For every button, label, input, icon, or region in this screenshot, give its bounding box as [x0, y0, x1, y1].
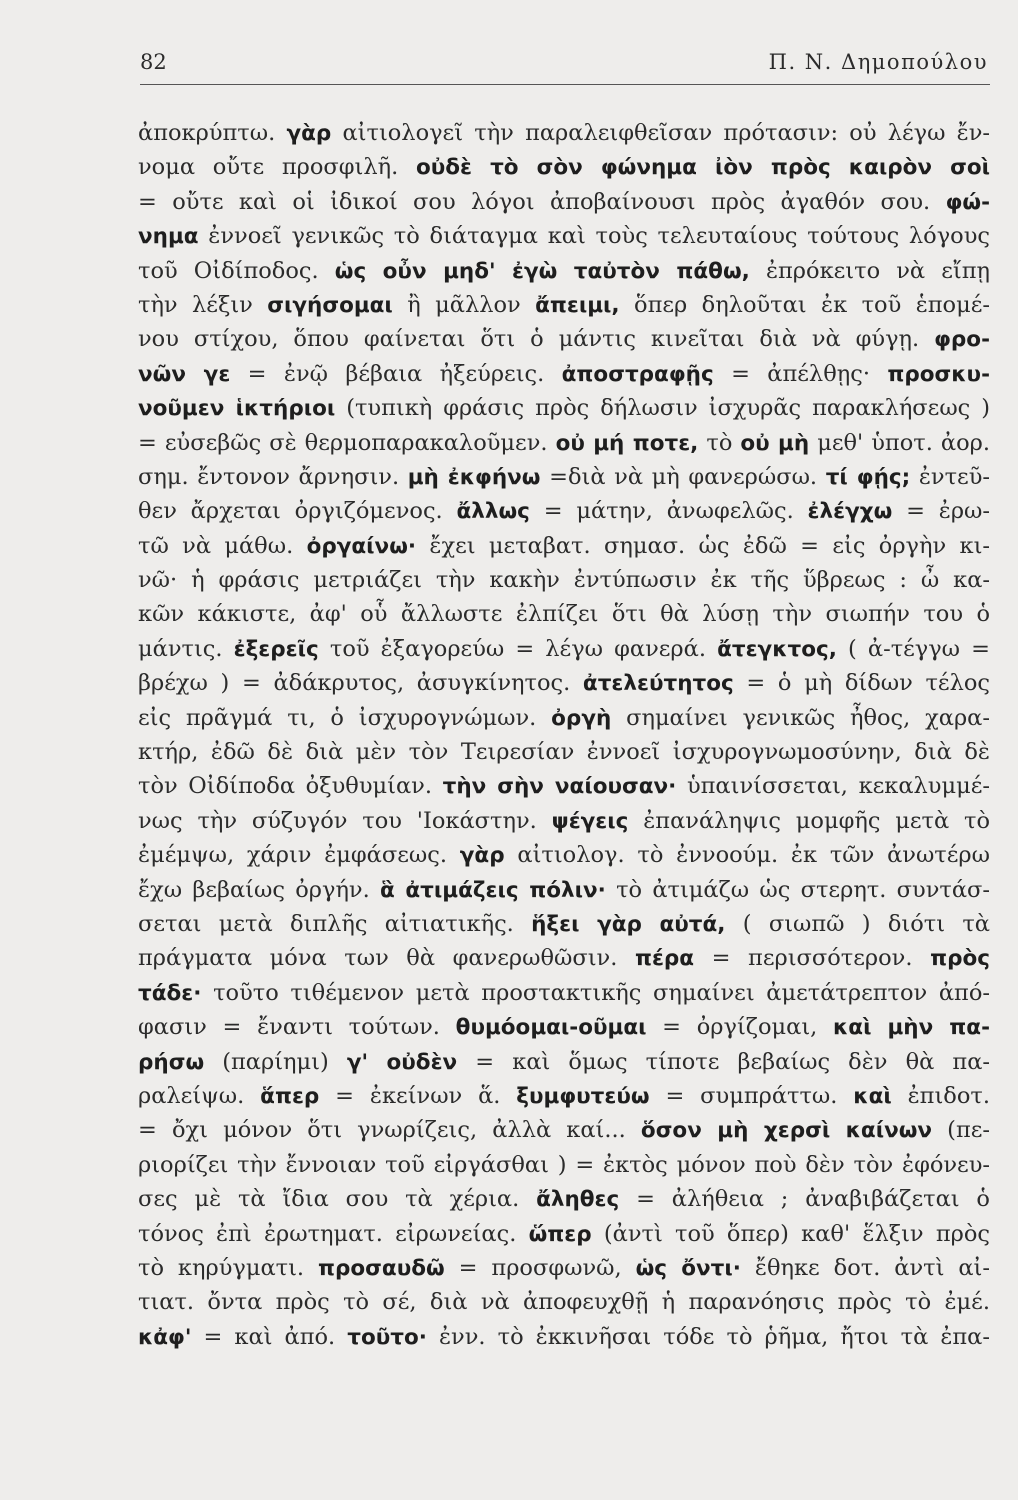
- gloss-text: = ἐρω-: [892, 498, 990, 525]
- lemma-term: ὀργὴ: [551, 705, 612, 731]
- text-line: [138, 632, 990, 666]
- gloss-text: ἐμέμψω, χάριν ἐμφάσεως.: [138, 842, 460, 869]
- lemma-term: νῶν γε: [138, 361, 231, 387]
- gloss-text: σημ. ἔντονον ἄρνησιν.: [138, 463, 408, 490]
- text-line: [138, 185, 990, 219]
- lemma-term: νοῦμεν ἱκτήριοι: [138, 396, 336, 422]
- gloss-text: = μάτην, ἀνωφελῶς.: [529, 498, 808, 525]
- text-line: [138, 1320, 990, 1354]
- lemma-term: πέρα: [634, 946, 695, 972]
- text-line: [138, 804, 990, 838]
- gloss-text: = καὶ ἀπό.: [191, 1323, 348, 1350]
- lemma-term: τοῦτο·: [347, 1324, 427, 1350]
- text-line: [138, 426, 990, 460]
- gloss-text: ἔχω βεβαίως ὀργήν.: [138, 876, 381, 903]
- lemma-term: ἀποστραφῇς: [561, 361, 714, 387]
- lemma-term: τί φῄς;: [825, 464, 911, 490]
- lemma-term: ἄτεγκτος,: [717, 636, 837, 662]
- text-line: [138, 1045, 990, 1079]
- gloss-text: = καὶ ὅμως τίποτε βεβαίως δὲν θὰ πα-: [457, 1048, 990, 1075]
- gloss-text: = ὄχι μόνον ὅτι γνωρίζεις, ἀλλὰ καί...: [138, 1117, 641, 1144]
- lemma-term: ρήσω: [138, 1049, 205, 1075]
- gloss-text: (ἀντὶ τοῦ ὅπερ) καθ' ἕλξιν πρὸς: [591, 1220, 990, 1247]
- lemma-term: καὶ: [853, 1083, 892, 1109]
- lemma-term: μὴ ἐκφήνω: [407, 464, 541, 490]
- lemma-term: ὡς ὄντι·: [635, 1255, 741, 1281]
- gloss-text: ἐντεῦ-: [910, 463, 990, 490]
- gloss-text: = ἀλήθεια ; ἀναβιβάζεται ὁ: [619, 1186, 990, 1213]
- text-line: [138, 357, 990, 391]
- text-line: [138, 288, 990, 322]
- page-header: [140, 44, 990, 85]
- gloss-text: =διὰ νὰ μὴ φανερώσω.: [540, 463, 826, 490]
- lemma-term: γὰρ: [286, 121, 332, 146]
- gloss-text: (παρίημι): [204, 1048, 347, 1075]
- gloss-text: ( ἀ-τέγγω =: [836, 635, 990, 662]
- text-line: [138, 1079, 990, 1113]
- lemma-term: ἥξει γὰρ αὐτά,: [531, 911, 726, 937]
- lemma-term: ἄληθες: [536, 1187, 620, 1213]
- gloss-text: τοῦ Οἰδίποδος.: [138, 257, 335, 284]
- gloss-text: αἰτιολογεῖ τὴν παραλειφθεῖσαν πρότασιν: οὐ λέγω ἔν-: [331, 120, 990, 146]
- lemma-term: οὐ μὴ: [740, 430, 810, 456]
- gloss-text: ἐπανάληψις μομφῆς μετὰ τὸ: [628, 807, 990, 834]
- gloss-text: τὸν Οἰδίποδα ὀξυθυμίαν.: [138, 773, 443, 800]
- text-line: [138, 494, 990, 528]
- gloss-text: μεθ' ὑποτ. ἀορ.: [809, 429, 990, 456]
- text-line: [138, 460, 990, 494]
- gloss-text: νου στίχου, ὅπου φαίνεται ὅτι ὁ μάντις κινεῖται διὰ νὰ φύγῃ.: [138, 326, 935, 353]
- gloss-text: ἢ μᾶλλον: [392, 291, 536, 318]
- lemma-term: ὡς οὖν μηδ' ἐγὼ ταὐτὸν πάθω,: [334, 258, 750, 284]
- lemma-term: ἄπειμι,: [535, 292, 620, 318]
- text-line: [138, 529, 990, 563]
- text-line: [138, 1251, 990, 1285]
- gloss-text: (τυπικὴ φράσις πρὸς δήλωσιν ἰσχυρᾶς παρακλήσεως ): [335, 395, 990, 422]
- gloss-text: ἔθηκε δοτ. ἀντὶ αἰ-: [740, 1254, 990, 1281]
- lemma-term: σιγήσομαι: [267, 292, 393, 318]
- lemma-term: τάδε·: [138, 980, 202, 1006]
- text-line: [138, 1148, 990, 1182]
- lemma-term: ἄλλως: [456, 499, 530, 525]
- lemma-term: ἀτελεύτητος: [582, 671, 734, 697]
- lemma-term: ὥπερ: [528, 1221, 592, 1247]
- lemma-term: φρο-: [934, 327, 990, 353]
- lemma-term: θυμόομαι-οῦμαι: [455, 1015, 647, 1041]
- text-line: [138, 1217, 990, 1251]
- lemma-term: ἃ ἀτιμάζεις πόλιν·: [380, 877, 606, 903]
- text-line: [138, 1113, 990, 1147]
- text-line: [138, 563, 990, 597]
- lemma-term: ψέγεις: [551, 808, 629, 834]
- gloss-text: ἐπιδοτ.: [891, 1082, 990, 1109]
- gloss-text: ἔχει μεταβατ. σημασ. ὡς ἐδῶ = εἰς ὀργὴν κι-: [416, 532, 990, 559]
- text-line: [138, 219, 990, 253]
- gloss-text: ἀποκρύπτω.: [138, 120, 287, 146]
- lemma-term: ἐλέγχω: [807, 499, 893, 525]
- gloss-text: ριορίζει τὴν ἔννοιαν τοῦ εἰργάσθαι ) = ἐκτὸς μόνον ποὺ δὲν τὸν ἐφόνευ-: [138, 1151, 990, 1178]
- text-line: [138, 907, 990, 941]
- text-line: [138, 666, 990, 700]
- lemma-term: κἀφ': [138, 1324, 192, 1350]
- gloss-text: = ὀργίζομαι,: [646, 1014, 834, 1041]
- lemma-term: προσκυ-: [887, 361, 990, 387]
- gloss-text: τοῦ ἐξαγορεύω = λέγω φανερά.: [318, 635, 718, 662]
- gloss-text: = ὁ μὴ δίδων τέλος: [733, 670, 990, 697]
- gloss-text: τὸ ἀτιμάζω ὡς στερητ. συντάσ-: [605, 876, 990, 903]
- text-line: [138, 150, 990, 184]
- lemma-term: πρὸς: [930, 946, 990, 972]
- text-line: [138, 769, 990, 803]
- lemma-term: τὴν σὴν ναίουσαν·: [442, 774, 677, 800]
- lemma-term: προσαυδῶ: [318, 1255, 445, 1281]
- gloss-text: (πε-: [932, 1117, 990, 1144]
- lemma-term: φώ-: [945, 189, 990, 215]
- gloss-text: τῶ νὰ μάθω.: [138, 532, 307, 559]
- text-line: [138, 701, 990, 735]
- page-number: 82: [140, 50, 167, 74]
- gloss-text: αἰτιολογ. τὸ ἐννοούμ. ἐκ τῶν ἀνωτέρω: [504, 842, 990, 869]
- text-line: [138, 391, 990, 425]
- text-line: [138, 873, 990, 907]
- text-line: [138, 941, 990, 975]
- gloss-text: νως τὴν σύζυγόν του 'Ιοκάστην.: [138, 807, 552, 834]
- gloss-text: = προσφωνῶ,: [444, 1254, 636, 1281]
- text-line: [138, 1182, 990, 1216]
- gloss-text: = ἀπέλθῃς·: [713, 360, 888, 387]
- text-line: [138, 1285, 990, 1319]
- gloss-text: ( σιωπῶ ) διότι τὰ: [725, 910, 990, 937]
- gloss-text: ὑπαινίσσεται, κεκαλυμμέ-: [676, 773, 990, 800]
- gloss-text: = εὐσεβῶς σὲ θερμοπαρακαλοῦμεν.: [138, 429, 556, 456]
- gloss-text: ὅπερ δηλοῦται ἐκ τοῦ ἑπομέ-: [619, 291, 990, 318]
- gloss-text: τοῦτο τιθέμενον μετὰ προστακτικῆς σημαίνει ἀμετάτρεπτον ἀπό-: [201, 979, 990, 1006]
- gloss-text: τὸ: [698, 429, 741, 456]
- gloss-text: βρέχω ) = ἀδάκρυτος, ἀσυγκίνητος.: [138, 670, 583, 697]
- text-line: [138, 254, 990, 288]
- gloss-text: τὴν λέξιν: [138, 291, 268, 318]
- gloss-text: = ἐνῷ βέβαια ἠξεύρεις.: [230, 360, 562, 387]
- commentary-text: [138, 116, 990, 1354]
- gloss-text: πράγματα μόνα των θὰ φανερωθῶσιν.: [138, 945, 635, 972]
- gloss-text: κῶν κάκιστε, ἀφ' οὗ ἄλλωστε ἐλπίζει ὅτι θὰ λύσῃ τὴν σιωπήν του ὁ: [138, 601, 990, 628]
- gloss-text: ἐννοεῖ γενικῶς τὸ διάταγμα καὶ τοὺς τελευταίους τούτους λόγους: [198, 223, 990, 250]
- gloss-text: εἰς πρᾶγμά τι, ὁ ἰσχυρογνώμων.: [138, 704, 552, 731]
- gloss-text: ἐπρόκειτο νὰ εἴπῃ: [749, 257, 990, 284]
- gloss-text: = περισσότερον.: [694, 945, 931, 972]
- lemma-term: ἅπερ: [260, 1083, 320, 1109]
- gloss-text: φασιν = ἔναντι τούτων.: [138, 1014, 456, 1041]
- gloss-text: τὸ κηρύγματι.: [138, 1254, 319, 1281]
- text-line: [138, 1010, 990, 1044]
- lemma-term: ἐξερεῖς: [233, 636, 319, 662]
- lemma-term: καὶ μὴν πα-: [833, 1015, 990, 1041]
- text-line: [138, 322, 990, 356]
- lemma-term: ὀργαίνω·: [306, 533, 417, 559]
- gloss-text: = ἐκείνων ἅ.: [319, 1082, 517, 1109]
- lemma-term: ξυμφυτεύω: [516, 1083, 650, 1109]
- gloss-text: κτήρ, ἐδῶ δὲ διὰ μὲν τὸν Τειρεσίαν ἐννοεῖ ἰσχυρογνωμοσύνην, διὰ δὲ: [138, 739, 990, 766]
- lemma-term: γ' οὐδὲν: [346, 1049, 458, 1075]
- lemma-term: οὐ μή ποτε,: [555, 430, 699, 456]
- running-head: Π. Ν. Δημοπούλου: [768, 50, 988, 74]
- gloss-text: = οὔτε καὶ οἱ ἰδικοί σου λόγοι ἀποβαίνουσι πρὸς ἀγαθόν σου.: [138, 188, 946, 215]
- lemma-term: γὰρ: [459, 843, 505, 869]
- gloss-text: μάντις.: [138, 635, 234, 662]
- gloss-text: νῶ· ἡ φράσις μετριάζει τὴν κακὴν ἐντύπωσιν ἐκ τῆς ὕβρεως : ὦ κα-: [138, 567, 990, 594]
- gloss-text: σημαίνει γενικῶς ἦθος, χαρα-: [611, 704, 990, 731]
- gloss-text: = συμπράττω.: [649, 1082, 854, 1109]
- gloss-text: θεν ἄρχεται ὀργιζόμενος.: [138, 498, 457, 525]
- lemma-term: ὅσον μὴ χερσὶ καίνων: [640, 1118, 933, 1144]
- gloss-text: σες μὲ τὰ ἴδια σου τὰ χέρια.: [138, 1186, 537, 1213]
- text-line: [138, 838, 990, 872]
- text-line: [138, 116, 990, 150]
- text-line: [138, 735, 990, 769]
- gloss-text: τόνος ἐπὶ ἐρωτηματ. εἰρωνείας.: [138, 1220, 529, 1247]
- gloss-text: ἐνν. τὸ ἐκκινῆσαι τόδε τὸ ῥῆμα, ἤτοι τὰ ἐπα-: [426, 1323, 990, 1350]
- gloss-text: ραλείψω.: [138, 1082, 261, 1109]
- gloss-text: νομα οὔτε προσφιλῆ.: [138, 154, 416, 181]
- text-line: [138, 976, 990, 1010]
- text-line: [138, 597, 990, 631]
- gloss-text: σεται μετὰ διπλῆς αἰτιατικῆς.: [138, 910, 532, 937]
- lemma-term: νημα: [138, 224, 199, 250]
- gloss-text: τιατ. ὄντα πρὸς τὸ σέ, διὰ νὰ ἀποφευχθῇ ἡ παρανόησις πρὸς τὸ ἐμέ.: [138, 1289, 990, 1316]
- lemma-term: οὐδὲ τὸ σὸν φώνημα ἰὸν πρὸς καιρὸν σοὶ: [415, 155, 990, 181]
